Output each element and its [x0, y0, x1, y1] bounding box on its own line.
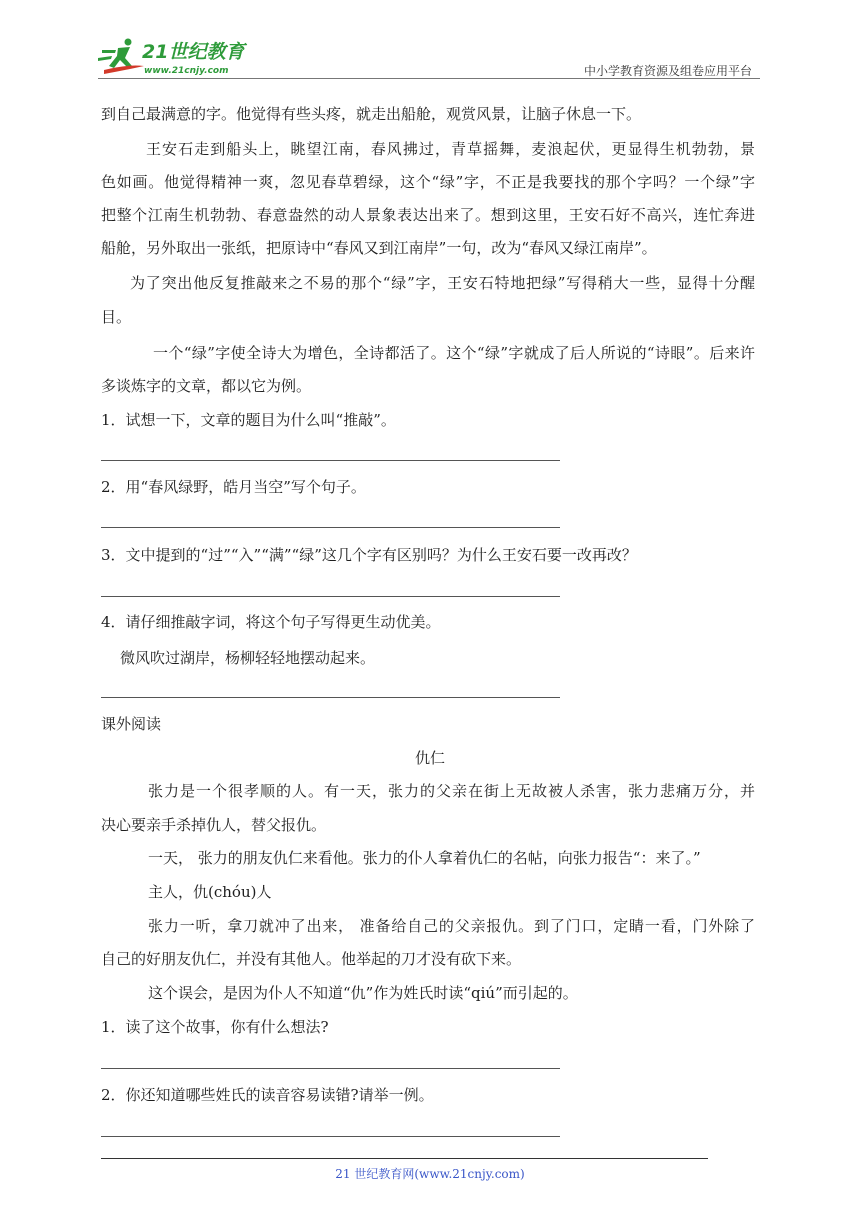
answer-line-4[interactable] — [101, 697, 560, 698]
footer-text[interactable]: 21 世纪教育网(www.21cnjy.com) — [335, 1167, 525, 1181]
question-4: 4．请仔细推敲字词，将这个句子写得更生动优美。 — [101, 613, 441, 631]
logo-text: 21世纪教育 — [142, 41, 245, 63]
passage-line: 王安石走到船头上，眺望江南，春风拂过，青草摇舞，麦浪起伏，更显得生机勃勃，景 — [146, 140, 755, 158]
section-label: 课外阅读 — [101, 715, 162, 733]
passage-line: 船舱，另外取出一张纸，把原诗中“春风又到江南岸”一句，改为“春风又绿江南岸”。 — [101, 239, 657, 257]
page-header — [98, 36, 758, 80]
answer-line-5[interactable] — [101, 1068, 560, 1069]
story-line: 这个误会，是因为仆人不知道“仇”作为姓氏时读“qiú”而引起的。 — [148, 984, 578, 1002]
answer-line-3[interactable] — [101, 596, 560, 597]
question-3: 3．文中提到的“过”“入”“满”“绿”这几个字有区别吗？为什么王安石要一改再改？ — [101, 546, 637, 564]
question-6: 2．你还知道哪些姓氏的读音容易读错?请举一例。 — [101, 1086, 434, 1104]
story-line: 自己的好朋友仇仁，并没有其他人。他举起的刀才没有砍下来。 — [101, 950, 522, 968]
footer-divider — [101, 1158, 708, 1159]
passage-line: 到自己最满意的字。他觉得有些头疼，就走出船舱，观赏风景，让脑子休息一下。 — [101, 105, 642, 123]
passage-line: 把整个江南生机勃勃、春意盎然的动人景象表达出来了。想到这里，王安石好不高兴，连忙奔进 — [101, 206, 755, 224]
header-divider — [98, 78, 760, 79]
question-1: 1．试想一下，文章的题目为什么叫“推敲”。 — [101, 411, 396, 429]
passage-line: 目。 — [101, 308, 132, 326]
story-line: 主人，仇(chóu)人 — [148, 883, 272, 901]
answer-line-2[interactable] — [101, 527, 560, 528]
question-4-sentence: 微风吹过湖岸，杨柳轻轻地摆动起来。 — [120, 649, 376, 667]
passage-line: 一个“绿”字使全诗大为增色，全诗都活了。这个“绿”字就成了后人所说的“诗眼”。后来许 — [153, 344, 755, 362]
story-title: 仇仁 — [414, 749, 445, 767]
story-line: 决心要亲手杀掉仇人，替父报仇。 — [101, 816, 327, 834]
answer-line-1[interactable] — [101, 460, 560, 461]
passage-line: 为了突出他反复推敲来之不易的那个“绿”字，王安石特地把绿”写得稍大一些，显得十分醒 — [130, 274, 755, 292]
logo-url: www.21cnjy.com — [144, 66, 229, 76]
question-2: 2．用“春风绿野，皓月当空”写个句子。 — [101, 478, 366, 496]
answer-line-6[interactable] — [101, 1136, 560, 1137]
passage-line: 多谈炼字的文章，都以它为例。 — [101, 377, 312, 395]
story-line: 张力一听，拿刀就冲了出来， 准备给自己的父亲报仇。到了门口，定睛一看，门外除了 — [148, 917, 755, 935]
platform-name: 中小学教育资源及组卷应用平台 — [583, 64, 752, 78]
runner-icon — [98, 39, 144, 75]
passage-line: 色如画。他觉得精神一爽，忽见春草碧绿，这个“绿”字，不正是我要找的那个字吗？一个绿”字 — [101, 173, 755, 191]
story-line: 张力是一个很孝顺的人。有一天，张力的父亲在街上无故被人杀害，张力悲痛万分，并 — [148, 782, 755, 800]
question-5: 1．读了这个故事，你有什么想法? — [101, 1018, 329, 1036]
story-line: 一天， 张力的朋友仇仁来看他。张力的仆人拿着仇仁的名帖，向张力报告“：来了。” — [148, 849, 701, 867]
logo — [98, 36, 268, 78]
